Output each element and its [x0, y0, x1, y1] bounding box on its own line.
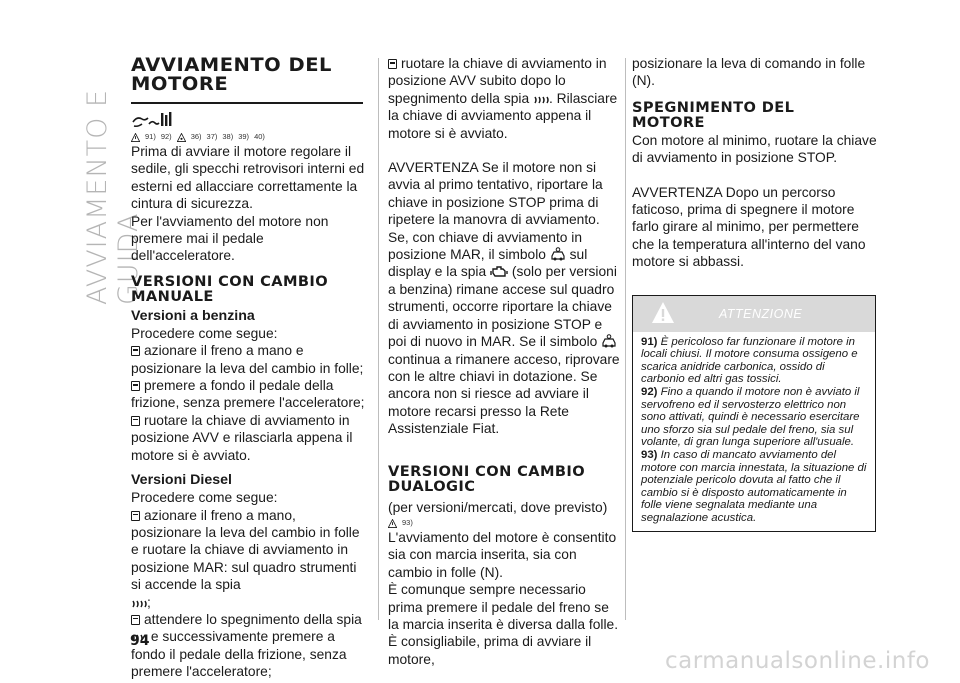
warning-references — [388, 518, 622, 528]
ref: 38) — [222, 132, 234, 141]
attention-number: 91) — [641, 335, 658, 348]
warning-triangle-icon — [651, 301, 675, 325]
column-3 — [632, 55, 878, 532]
attention-item — [641, 449, 869, 525]
stop-paragraph: Con motore al minimo, ruotare la chiave di avviamento in posizione STOP. — [632, 132, 877, 166]
dualogic-paragraph: L'avviamento del motore è consentito sia con marcia inserita, sia con cambio in folle (N). — [388, 529, 617, 580]
attention-text: Fino a quando il motore non è avviato il servofreno ed il servosterzo elettrico non sono attivati, quindi è necessario esercitare uno sforzo sia sul pedale del freno, sia sul volante, di gran lunga superiore all'usuale. — [641, 386, 860, 449]
attention-body — [633, 332, 875, 531]
environment-icon — [131, 110, 367, 130]
column-divider — [625, 58, 626, 620]
title-line: DUALOGIC — [388, 477, 476, 495]
attention-number: 93) — [641, 449, 658, 461]
warning-paragraph — [388, 159, 622, 438]
list-item — [131, 507, 367, 611]
list-item-text: . Rilasciare la chiave di avviamento appena il motore si è avviato. — [388, 90, 618, 141]
warning-text: AVVERTENZA Se il motore non si avvia al primo tentativo, riportare la chiave in posizione STOP prima di ripetere la manovra di avviamento. Se, con chiave di avviamento in posizione MAR, il simbolo — [388, 160, 603, 263]
title-line: MOTORE — [632, 113, 705, 131]
section-title-starting — [131, 56, 367, 94]
list-item — [131, 412, 367, 464]
bullet-icon — [388, 59, 397, 69]
list-item — [388, 55, 622, 142]
intro-paragraph: Prima di avviare il motore regolare il sedile, gli specchi retrovisori interni ed esterni ed allacciare correttamente la cintura di sicurezza. — [131, 144, 365, 212]
list-item-text: azionare il freno a mano, posizionare la leva del cambio in folle e ruotare la chiave di avviamento in posizione MAR: sul quadro strumenti si accende la spia — [131, 507, 360, 593]
attention-item — [641, 386, 869, 449]
page-number: 94 — [130, 633, 150, 649]
ref: 37) — [206, 132, 218, 141]
section-title-dualogic — [388, 464, 622, 494]
bullet-icon — [131, 381, 140, 391]
column-divider — [378, 58, 379, 620]
caution-icon — [177, 133, 186, 142]
attention-number: 92) — [641, 386, 658, 399]
bullet-icon — [131, 615, 140, 625]
ref: 92) — [160, 132, 172, 141]
title-line: MANUALE — [131, 287, 214, 305]
diesel-intro: Procedere come segue: — [131, 490, 278, 506]
column-2 — [388, 55, 622, 668]
section-title-manual — [131, 274, 367, 304]
ref: 93) — [402, 517, 413, 527]
attention-header — [633, 296, 875, 332]
warning-text: continua a rimanere acceso, riprovare con le altre chiavi in dotazione. Se ancora non si riesce ad avviare il motore recarsi presso la Rete Assistenziale Fiat. — [388, 351, 620, 437]
warning-triangle-icon — [388, 519, 397, 528]
glow-plug-icon — [533, 94, 549, 106]
attention-text: In caso di mancato avviamento del motore con marcia innestata, la situazione di potenziale pericolo dovuta al fatto che il cambio si è disposto automaticamente in folle viene segnalata mediante una segnalazione acustica. — [641, 449, 867, 524]
list-item — [131, 611, 367, 681]
ref: 91) — [145, 132, 156, 141]
warning-triangle-icon — [131, 133, 140, 142]
dualogic-note: (per versioni/mercati, dove previsto) — [388, 499, 608, 515]
list-item-text: ruotare la chiave di avviamento in posizione AVV e rilasciarla appena il motore si è avviato. — [131, 412, 353, 463]
stop-warning: AVVERTENZA Dopo un percorso faticoso, prima di spegnere il motore farlo girare al minimo, per permettere che la temperatura all'interno del vano motore si abbassi. — [632, 184, 866, 270]
list-item-text: attendere lo spegnimento della spia — [144, 611, 362, 627]
bullet-icon — [131, 416, 140, 426]
warning-references — [131, 132, 367, 142]
title-line: VERSIONI CON CAMBIO — [388, 462, 586, 480]
dualogic-paragraph-2: È comunque sempre necessario prima premere il pedale del freno se la marcia inserita è diversa dalla folle. È consigliabile, prima di avviare il motore, — [388, 582, 619, 667]
list-item-text: ; — [147, 594, 151, 610]
glow-plug-icon — [131, 598, 147, 610]
list-item-text: premere a fondo il pedale della frizione, senza premere l'acceleratore; — [131, 378, 365, 411]
continued-paragraph: posizionare la leva di comando in folle (N). — [632, 56, 866, 89]
section-title-stopping — [632, 100, 878, 130]
ref: 40) — [254, 132, 265, 141]
bullet-icon — [131, 511, 140, 521]
attention-title: ATTENZIONE — [719, 306, 803, 321]
title-line: AVVIAMENTO DEL — [131, 54, 332, 76]
list-item — [131, 342, 367, 377]
watermark: carmanualsonline.info — [664, 648, 930, 674]
list-item — [131, 377, 367, 412]
petrol-intro: Procedere come segue: — [131, 325, 278, 341]
list-item-text: ruotare la chiave di avviamento in posizione AVV subito dopo lo spegnimento della spia — [388, 56, 607, 106]
intro-paragraph-2: Per l'avviamento del motore non premere mai il pedale dell'acceleratore. — [131, 213, 329, 264]
list-item-text: e successivamente premere a fondo il pedale della frizione, senza premere l'acceleratore; — [131, 629, 347, 680]
title-rule — [131, 102, 363, 104]
ref: 36) — [190, 132, 202, 141]
attention-item — [641, 336, 869, 386]
title-line: MOTORE — [131, 73, 229, 95]
title-line: VERSIONI CON CAMBIO — [131, 272, 329, 290]
chapter-title: AVVIAMENTO E GUIDA — [82, 88, 144, 305]
bullet-icon — [131, 346, 140, 356]
warning-text: (solo per versioni a benzina) rimane accese sul quadro strumenti, occorre riportare la chiave di avviamento in posizione STOP e poi di nuovo in MAR. Se il simbolo — [388, 264, 617, 350]
subtitle-diesel: Versioni Diesel — [131, 472, 232, 489]
car-key-icon — [550, 247, 566, 262]
warning-text: sul display e la spia — [388, 247, 588, 280]
attention-box — [632, 295, 876, 532]
engine-warning-icon — [490, 265, 508, 279]
title-line: SPEGNIMENTO DEL — [632, 98, 795, 116]
attention-text: È pericoloso far funzionare il motore in locali chiusi. Il motore consuma ossigeno e scarica anidride carbonica, ossido di carbonio ed altri gas tossici. — [641, 335, 858, 386]
list-item-text: azionare il freno a mano e posizionare la leva del cambio in folle; — [131, 343, 364, 376]
ref: 39) — [238, 132, 250, 141]
car-key-icon — [601, 334, 617, 349]
subtitle-petrol: Versioni a benzina — [131, 307, 255, 324]
column-1 — [131, 55, 367, 681]
